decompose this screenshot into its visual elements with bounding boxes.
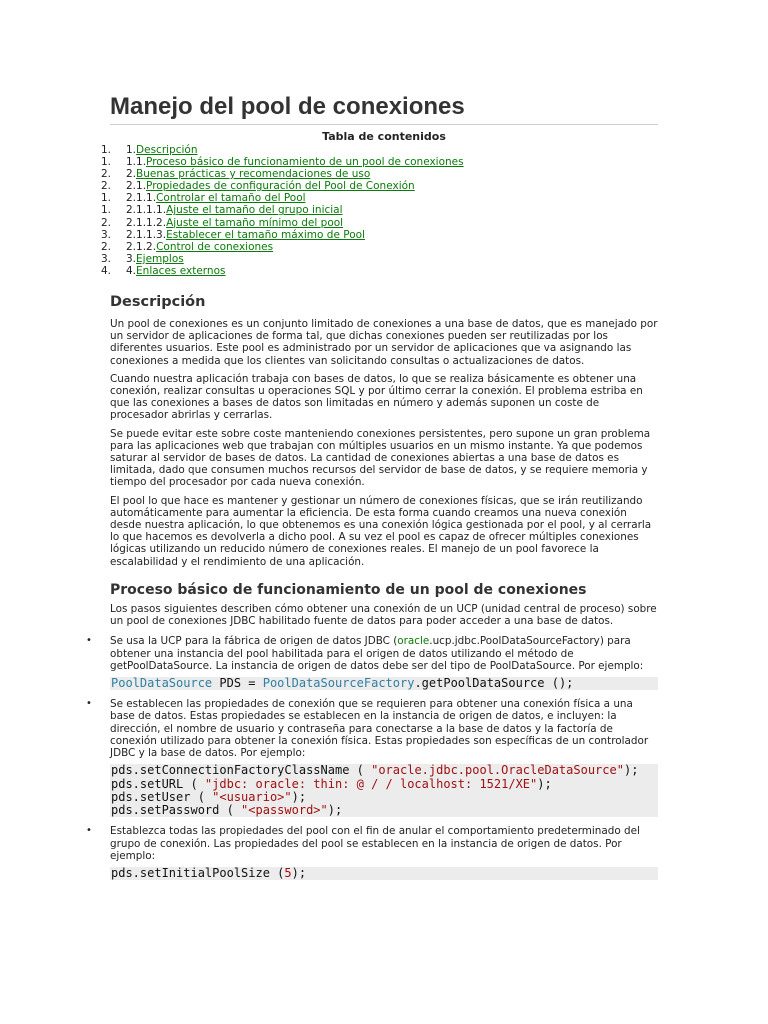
toc-item xyxy=(101,180,649,192)
toc-item xyxy=(101,241,649,253)
section-heading-descripcion: Descripción xyxy=(110,294,206,311)
toc-link[interactable]: Control de conexiones xyxy=(156,240,274,253)
code-text: ); xyxy=(327,803,343,818)
toc-item-number: 2.1.1.3. xyxy=(126,228,167,241)
toc-link[interactable]: Controlar el tamaño del Pool xyxy=(156,192,306,205)
code-text: ); xyxy=(537,776,552,791)
step-text: Establezca todas las propiedades del pool con el fin de anular el comportamiento predeterminado del grupo de conexión. Las propiedades del pool se establecen en la instancia de origen de datos. Por ejemplo: xyxy=(110,825,640,862)
toc-link[interactable]: Ajuste el tamaño del grupo inicial xyxy=(166,204,343,217)
table-of-contents xyxy=(101,130,658,277)
toc-item-number: 1.1. xyxy=(126,156,147,169)
code-block xyxy=(110,677,658,690)
code-string: "oracle.jdbc.pool.OracleDataSource" xyxy=(371,764,624,778)
toc-item-index: 2. xyxy=(101,216,112,229)
bullet-icon: • xyxy=(86,635,92,647)
toc-item-index: 1. xyxy=(101,144,112,156)
code-block xyxy=(110,764,658,817)
code-text: pds.setUser ( xyxy=(111,789,213,804)
inline-keyword: oracle xyxy=(397,635,430,648)
code-text: pds.setURL ( xyxy=(111,776,205,791)
list-item xyxy=(86,635,658,690)
toc-item xyxy=(101,156,649,168)
paragraph: Se puede evitar este sobre coste manteniendo conexiones persistentes, pero supone un gran problema para las aplicaciones web que trabajan con múltiples usuarios en un mismo instante. Ya que podemos saturar al servidor de bases de datos. La cantidad de conexiones abiertas a una base de datos es limitada, dado que consumen muchos recursos del servidor de base de datos, y se requiere memoria y tiempo del procesador por cada nueva conexión. xyxy=(110,427,651,489)
steps-list xyxy=(86,635,658,881)
toc-link[interactable]: Propiedades de configuración del Pool de Conexión xyxy=(146,180,415,193)
toc-link[interactable]: Ajuste el tamaño mínimo del pool xyxy=(166,216,344,229)
code-string: "jdbc: oracle: thin: @ / / localhost: 1521/XE" xyxy=(204,776,538,791)
toc-item-index: 1. xyxy=(101,156,112,169)
toc-link[interactable]: Establecer el tamaño máximo de Pool xyxy=(166,228,365,241)
code-block xyxy=(110,867,658,880)
toc-item-number: 1. xyxy=(126,144,137,156)
toc-item-number: 2.1. xyxy=(126,180,147,193)
toc-item-index: 1. xyxy=(101,192,112,205)
toc-item-index: 2. xyxy=(101,240,112,253)
list-item xyxy=(86,698,658,818)
toc-item-number: 2. xyxy=(126,168,137,181)
toc-item-index: 3. xyxy=(101,228,112,241)
step-text: .ucp.jdbc.PoolDataSourceFactory) para obtener una instancia del pool habilitada para el origen de datos utilizando el método de getPoolDataSource. La instancia de origen de datos debe ser del tipo de PoolDataSource. Por ejemplo: xyxy=(110,635,644,672)
code-text: PDS = xyxy=(212,676,263,690)
step-text: Se establecen las propiedades de conexión que se requieren para obtener una conexión física a una base de datos. Estas propiedades se establecen en la instancia de origen de datos, e incluyen: la dirección, el nombre de usuario y contraseña para conectarse a la base de datos y la factoría de conexión utilizado para obtener la conexión física. Estas propiedades son específicas de un controlador JDBC y la base de datos. Por ejemplo: xyxy=(110,698,649,760)
toc-item-number: 2.1.1.2. xyxy=(126,216,167,229)
toc-link[interactable]: Enlaces externos xyxy=(136,264,226,277)
toc-item-number: 2.1.1.1. xyxy=(126,204,167,217)
code-type: PoolDataSource xyxy=(111,676,213,690)
toc-item xyxy=(101,204,649,216)
toc-item xyxy=(101,168,649,180)
toc-item xyxy=(101,192,649,204)
section-heading-proceso: Proceso básico de funcionamiento de un pool de conexiones xyxy=(110,581,587,598)
toc-link[interactable]: Buenas prácticas y recomendaciones de uso xyxy=(136,168,371,181)
code-type: PoolDataSourceFactory xyxy=(262,676,415,690)
code-text: ); xyxy=(623,764,639,778)
code-text: pds.setInitialPoolSize ( xyxy=(111,867,285,881)
step-text: Se usa la UCP para la fábrica de origen de datos JDBC ( xyxy=(110,635,398,648)
bullet-icon: • xyxy=(86,698,92,710)
page-title: Manejo del pool de conexiones xyxy=(110,92,658,125)
code-text: pds.setPassword ( xyxy=(111,803,242,818)
toc-item-number: 4. xyxy=(126,264,137,277)
toc-item-index: 3. xyxy=(101,252,112,265)
bullet-icon: • xyxy=(86,825,92,837)
code-text: ); xyxy=(291,867,307,881)
toc-item-index: 2. xyxy=(101,168,112,181)
toc-item xyxy=(101,144,649,156)
toc-item-index: 1. xyxy=(101,204,112,217)
paragraph: Los pasos siguientes describen cómo obtener una conexión de un UCP (unidad central de proceso) sobre un pool de conexiones JDBC habilitado fuente de datos para poder acceder a una base de datos. xyxy=(110,602,657,628)
code-text: .getPoolDataSource (); xyxy=(414,676,574,690)
toc-item-number: 3. xyxy=(126,252,137,265)
toc-link[interactable]: Proceso básico de funcionamiento de un pool de conexiones xyxy=(146,156,464,169)
toc-item xyxy=(101,253,649,265)
toc-title: Tabla de contenidos xyxy=(322,130,446,143)
toc-item-number: 2.1.2. xyxy=(126,240,157,253)
toc-list xyxy=(101,144,649,277)
toc-link[interactable]: Ejemplos xyxy=(136,252,184,265)
toc-item xyxy=(101,229,649,241)
toc-item-index: 4. xyxy=(101,264,112,277)
toc-item-number: 2.1.1. xyxy=(126,192,157,205)
code-text: ); xyxy=(291,789,307,804)
code-number: 5 xyxy=(284,867,292,881)
paragraph: Cuando nuestra aplicación trabaja con bases de datos, lo que se realiza básicamente es obtener una conexión, realizar consultas u operaciones SQL y por último cerrar la conexión. El problema estriba en que las conexiones a bases de datos son limitadas en número y además suponen un coste de procesador abrirlas y cerrarlas. xyxy=(110,372,643,422)
code-string: "<password>" xyxy=(241,803,328,818)
toc-link[interactable]: Descripción xyxy=(136,144,198,156)
toc-item-index: 2. xyxy=(101,180,112,193)
toc-item xyxy=(101,265,649,277)
list-item xyxy=(86,825,658,881)
document-page xyxy=(86,92,658,881)
paragraph: El pool lo que hace es mantener y gestionar un número de conexiones físicas, que se irán reutilizando automáticamente para aumentar la eficiencia. De esta forma cuando creamos una nueva conexión desde nuestra aplicación, lo que obtenemos es una conexión lógica gestionada por el pool, y al cerrarla lo que hacemos es devolverla a dicho pool. A su vez el pool es capaz de ofrecer múltiples conexiones lógicas utilizando un reducido número de conexiones reales. El manejo de un pool favorece la escalabilidad y el rendimiento de una aplicación. xyxy=(110,494,652,568)
code-string: "<usuario>" xyxy=(212,789,292,804)
code-text: pds.setConnectionFactoryClassName ( xyxy=(111,764,372,778)
toc-item xyxy=(101,217,649,229)
paragraph: Un pool de conexiones es un conjunto limitado de conexiones a una base de datos, que es manejado por un servidor de aplicaciones de forma tal, que dichas conexiones pueden ser reutilizadas por los diferentes usuarios. Este pool es administrado por un servidor de aplicaciones que va asignando las conexiones a medida que los clientes van solicitando consultas o actualizaciones de datos. xyxy=(110,318,658,367)
